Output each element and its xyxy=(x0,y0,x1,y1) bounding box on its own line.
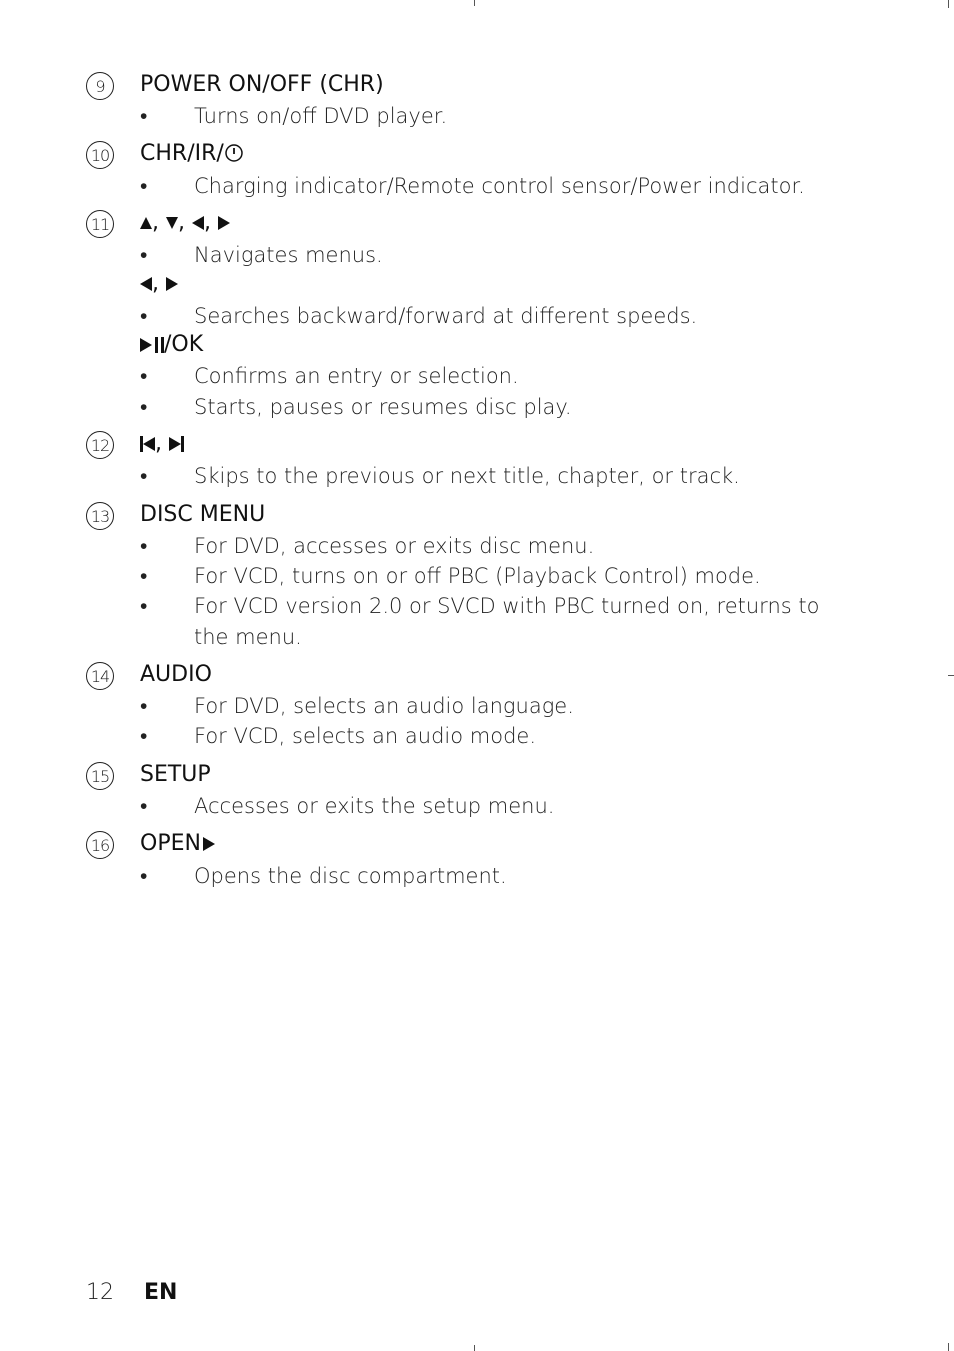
bullet-dot: • xyxy=(140,594,148,618)
heading-text: OPEN xyxy=(140,831,201,856)
skip-next-icon xyxy=(181,436,184,452)
skip-previous-icon xyxy=(143,437,155,451)
item-number: 11 xyxy=(86,210,114,238)
item-heading xyxy=(140,141,244,167)
bullet-text: Starts, pauses or resumes disc play. xyxy=(194,395,572,419)
item-number: 15 xyxy=(86,762,114,790)
bullet-text: For VCD, turns on or off PBC (Playback Control) mode. xyxy=(194,564,761,588)
triangle-left-icon xyxy=(140,277,152,291)
crop-mark xyxy=(474,0,475,6)
bullet-dot: • xyxy=(140,534,148,558)
triangle-down-icon xyxy=(166,217,178,229)
bullet-text: Skips to the previous or next title, chapter, or track. xyxy=(194,464,740,488)
eject-icon xyxy=(203,837,215,851)
bullet-dot: • xyxy=(140,364,148,388)
item-heading xyxy=(140,431,184,457)
page-number: 12 xyxy=(86,1280,114,1305)
item-number: 12 xyxy=(86,431,114,459)
heading-text: CHR/IR/ xyxy=(140,141,224,166)
triangle-right-icon xyxy=(166,277,178,291)
bullet-dot: • xyxy=(140,104,148,128)
bullet-dot: • xyxy=(140,724,148,748)
bullet-text: For VCD version 2.0 or SVCD with PBC turned on, returns to xyxy=(194,594,820,618)
power-icon xyxy=(224,143,244,163)
item-heading: AUDIO xyxy=(140,662,212,687)
bullet-dot: • xyxy=(140,174,148,198)
sub-heading xyxy=(140,332,203,358)
crop-mark xyxy=(948,0,949,8)
bullet-dot: • xyxy=(140,464,148,488)
item-number: 14 xyxy=(86,662,114,690)
bullet-text: For DVD, accesses or exits disc menu. xyxy=(194,534,595,558)
play-pause-icon xyxy=(140,338,152,352)
bullet-text: Accesses or exits the setup menu. xyxy=(194,794,555,818)
bullet-text: the menu. xyxy=(194,625,302,649)
item-heading xyxy=(140,831,215,857)
item-heading: DISC MENU xyxy=(140,502,266,527)
heading-text: , xyxy=(155,431,162,456)
bullet-text: Confirms an entry or selection. xyxy=(194,364,519,388)
bullet-text: Opens the disc compartment. xyxy=(194,864,507,888)
item-heading: SETUP xyxy=(140,762,211,787)
bullet-dot: • xyxy=(140,304,148,328)
triangle-left-icon xyxy=(192,216,204,230)
bullet-text: Searches backward/forward at different speeds. xyxy=(194,304,698,328)
sub-heading xyxy=(140,271,178,297)
item-number: 9 xyxy=(86,72,114,100)
item-number: 16 xyxy=(86,831,114,859)
language-code: EN xyxy=(144,1280,178,1305)
item-number: 13 xyxy=(86,502,114,530)
bullet-text: Turns on/off DVD player. xyxy=(194,104,448,128)
item-heading: POWER ON/OFF (CHR) xyxy=(140,72,384,97)
sub-heading-text: , xyxy=(152,271,159,296)
bullet-dot: • xyxy=(140,395,148,419)
bullet-text: For DVD, selects an audio language. xyxy=(194,694,574,718)
item-heading: , , , xyxy=(140,210,230,236)
bullet-text: Navigates menus. xyxy=(194,243,383,267)
bullet-text: For VCD, selects an audio mode. xyxy=(194,724,536,748)
crop-mark xyxy=(948,675,954,676)
bullet-dot: • xyxy=(140,694,148,718)
bullet-dot: • xyxy=(140,864,148,888)
bullet-text: Charging indicator/Remote control sensor/Power indicator. xyxy=(194,174,805,198)
triangle-right-icon xyxy=(218,216,230,230)
sub-heading-text: /OK xyxy=(164,332,204,357)
triangle-up-icon xyxy=(140,217,152,229)
bullet-dot: • xyxy=(140,564,148,588)
bullet-dot: • xyxy=(140,794,148,818)
crop-mark xyxy=(948,1343,949,1351)
bullet-dot: • xyxy=(140,243,148,267)
pause-bar-icon xyxy=(155,337,158,353)
skip-next-icon xyxy=(169,437,181,451)
crop-mark xyxy=(474,1345,475,1351)
item-number: 10 xyxy=(86,141,114,169)
